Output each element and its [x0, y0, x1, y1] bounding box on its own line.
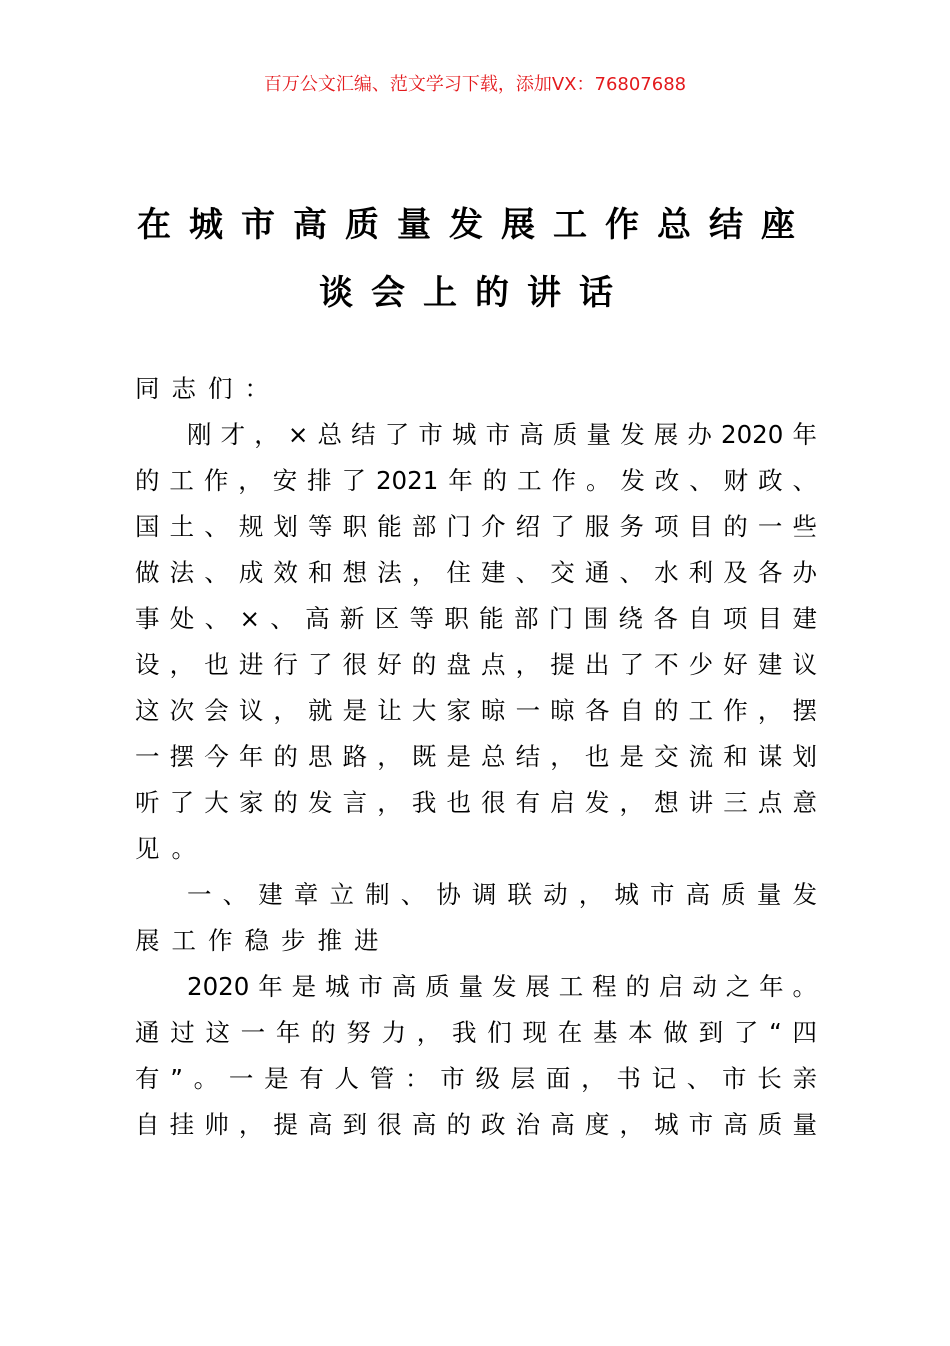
greeting: 同志们：: [135, 374, 281, 403]
paragraph-line: 听了大家的发言，我也很有启发，想讲三点意: [135, 788, 817, 817]
paragraph-line: 通过这一年的努力，我们现在基本做到了“四: [135, 1018, 817, 1047]
paragraph-line: 2020年是城市高质量发展工程的启动之年。: [187, 972, 817, 1001]
paragraph-line: 自挂帅，提高到很高的政治高度，城市高质量: [135, 1110, 817, 1139]
paragraph-line: 刚才，×总结了市城市高质量发展办2020年: [187, 420, 817, 449]
title-line-2: 谈会上的讲话: [319, 273, 631, 313]
paragraph-line: 设，也进行了很好的盘点，提出了不少好建议: [135, 650, 817, 679]
paragraph-line: 这次会议，就是让大家晾一晾各自的工作，摆: [135, 696, 817, 725]
paragraph-line: 国土、规划等职能部门介绍了服务项目的一些: [135, 512, 817, 541]
header-note: 百万公文汇编、范文学习下载，添加VX：76807688: [263, 74, 687, 95]
paragraph-line: 的工作，安排了2021年的工作。发改、财政、: [135, 466, 817, 495]
paragraph-line: 见。: [135, 834, 208, 863]
title-line-1: 在城市高质量发展工作总结座: [137, 205, 813, 245]
paragraph-line: 做法、成效和想法，住建、交通、水利及各办: [135, 558, 817, 587]
paragraph-line: 有”。一是有人管：市级层面，书记、市长亲: [135, 1064, 817, 1093]
paragraph-line: 事处、×、高新区等职能部门围绕各自项目建: [135, 604, 817, 633]
paragraph-line: 一摆今年的思路，既是总结，也是交流和谋划: [135, 742, 817, 771]
section-heading-cont: 展工作稳步推进: [135, 926, 391, 955]
section-heading: 一、建章立制、协调联动，城市高质量发: [187, 880, 817, 909]
